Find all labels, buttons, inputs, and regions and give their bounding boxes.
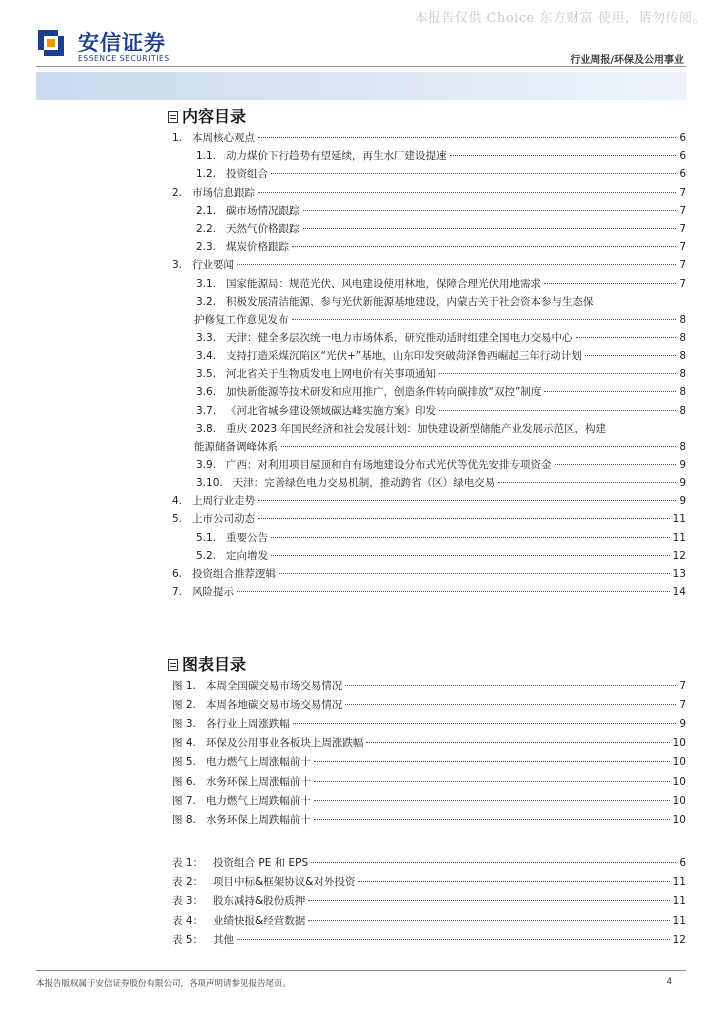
toc-entry[interactable] <box>196 458 686 472</box>
dot-leader <box>258 192 676 193</box>
toc-entry[interactable] <box>196 240 686 254</box>
entry-title: 投资组合 <box>226 168 269 181</box>
entry-page: 11 <box>672 895 686 908</box>
entry-number: 2. <box>172 186 183 199</box>
footer-disclaimer: 本报告版权属于安信证券股份有限公司，各项声明请参见报告尾页。 <box>36 979 292 989</box>
toc-entry[interactable] <box>172 698 686 712</box>
dot-leader <box>279 573 670 574</box>
entry-title: 本周各地碳交易市场交易情况 <box>205 699 343 712</box>
toc-entry-continued[interactable] <box>194 440 686 454</box>
entry-page: 8 <box>679 313 686 326</box>
toc-entry[interactable] <box>196 422 606 436</box>
dot-leader <box>308 920 669 921</box>
entry-title: 煤炭价格跟踪 <box>226 241 290 254</box>
entry-title: 天然气价格跟踪 <box>226 223 300 235</box>
entry-title: 电力燃气上周涨幅前十 <box>205 756 311 769</box>
dot-leader <box>237 591 670 592</box>
dot-leader <box>311 862 676 863</box>
entry-page: 7 <box>679 241 686 254</box>
toc-entry[interactable] <box>196 295 594 309</box>
entry-number: 3.1. <box>196 277 217 290</box>
entry-title: 行业要闻 <box>192 259 235 272</box>
entry-page: 7 <box>679 186 686 199</box>
toc-entry[interactable] <box>196 149 686 163</box>
entry-title: 本周全国碳交易市场交易情况 <box>205 680 343 692</box>
entry-title: 投资组合 PE 和 EPS <box>213 857 309 869</box>
toc-entry[interactable] <box>172 755 686 769</box>
dot-leader <box>271 555 670 556</box>
dot-leader <box>308 900 669 901</box>
entry-page: 11 <box>672 876 686 889</box>
entry-page: 13 <box>672 568 686 580</box>
entry-number: 5.1. <box>196 531 217 544</box>
dot-leader <box>358 881 669 882</box>
toc-entry[interactable] <box>172 875 686 889</box>
toc-entry[interactable] <box>172 258 686 272</box>
entry-page: 10 <box>672 813 686 826</box>
entry-number: 5.2. <box>196 549 217 562</box>
entry-page: 11 <box>672 531 686 544</box>
toc-entry[interactable] <box>196 385 686 399</box>
toc-entry[interactable] <box>172 567 686 581</box>
toc-entry[interactable] <box>172 794 686 808</box>
entry-title: 天津：完善绿色电力交易机制，推动跨省（区）绿电交易 <box>232 477 496 489</box>
entry-number: 图 6. <box>172 775 196 788</box>
entry-number: 表 3： <box>172 895 204 908</box>
toc-entry[interactable] <box>196 167 686 181</box>
dot-leader <box>303 210 677 211</box>
entry-title: 本周核心观点 <box>192 132 256 144</box>
entry-page: 14 <box>672 586 686 599</box>
entry-page: 8 <box>679 331 686 344</box>
entry-title: 广西：对利用项目屋顶和自有场地建设分布式光伏等优先安排专项资金 <box>226 458 552 471</box>
toc-entry[interactable] <box>196 277 686 291</box>
dot-leader <box>544 391 676 392</box>
entry-number: 表 5： <box>172 933 204 946</box>
entry-title-line1: 积极发展清洁能源、参与光伏新能源基地建设，内蒙古关于社会资本参与生态保 <box>226 295 594 308</box>
entry-page: 8 <box>679 440 686 453</box>
entry-number: 5. <box>172 513 183 526</box>
toc-entry[interactable] <box>196 349 686 363</box>
contents-heading: 内容目录 <box>168 104 246 126</box>
dot-leader <box>258 500 676 501</box>
dot-leader <box>345 704 676 705</box>
entry-title-line2: 能源储备调峰体系 <box>194 440 278 453</box>
entry-page: 11 <box>672 914 686 927</box>
toc-entry[interactable] <box>196 404 686 418</box>
toc-entry[interactable] <box>172 894 686 908</box>
entry-title: 《河北省城乡建设领域碳达峰实施方案》印发 <box>226 404 437 417</box>
entry-title: 国家能源局：规范光伏、风电建设使用林地，保障合理光伏用地需求 <box>226 277 542 290</box>
entry-number: 图 1. <box>172 680 196 692</box>
entry-title: 定向增发 <box>226 549 269 562</box>
dot-leader <box>498 482 676 483</box>
entry-number: 2.2. <box>196 223 217 235</box>
toc-entry[interactable] <box>172 775 686 789</box>
entry-title: 碳市场情况跟踪 <box>226 204 300 217</box>
entry-number: 7. <box>172 586 183 599</box>
header-divider <box>36 66 686 67</box>
entry-title: 加快新能源等技术研发和应用推广，创造条件转向碳排放“双控”制度 <box>226 386 542 399</box>
entry-number: 表 1： <box>172 857 204 869</box>
entry-title: 上市公司动态 <box>192 513 256 526</box>
entry-title: 各行业上周涨跌幅 <box>205 718 290 731</box>
entry-number: 3.8. <box>196 422 217 435</box>
figures-heading: 图表目录 <box>168 652 246 674</box>
entry-number: 图 4. <box>172 737 196 750</box>
dot-leader <box>237 264 676 265</box>
entry-page: 12 <box>672 933 686 946</box>
entry-page: 8 <box>679 404 686 417</box>
dot-leader <box>450 155 677 156</box>
dot-leader <box>292 246 676 247</box>
entry-number: 图 7. <box>172 794 196 807</box>
entry-page: 7 <box>679 699 686 712</box>
toc-entry[interactable] <box>196 204 686 218</box>
dot-leader <box>314 781 670 782</box>
entry-title: 电力燃气上周跌幅前十 <box>205 794 311 807</box>
dot-leader <box>293 723 676 724</box>
dot-leader <box>314 819 670 820</box>
toc-entry-continued[interactable] <box>194 313 686 327</box>
dot-leader <box>237 939 670 940</box>
dot-leader <box>258 137 676 138</box>
entry-title: 投资组合推荐逻辑 <box>192 568 277 580</box>
entry-number: 图 2. <box>172 699 196 712</box>
entry-page: 8 <box>679 386 686 399</box>
page-number: 4 <box>666 977 672 987</box>
dot-leader <box>271 537 670 538</box>
entry-number: 图 3. <box>172 718 196 731</box>
entry-number: 表 4： <box>172 914 204 927</box>
dot-leader <box>366 742 669 743</box>
toc-entry[interactable] <box>172 585 686 599</box>
entry-page: 9 <box>679 718 686 731</box>
toc-entry[interactable] <box>196 367 686 381</box>
dot-leader <box>314 761 670 762</box>
toc-entry[interactable] <box>172 933 686 947</box>
entry-title: 项目中标&框架协议&对外投资 <box>213 876 356 889</box>
entry-title: 风险提示 <box>192 586 235 599</box>
toc-entry[interactable] <box>196 331 686 345</box>
entry-page: 6 <box>679 168 686 181</box>
entry-page: 10 <box>672 775 686 788</box>
entry-title: 环保及公用事业各板块上周涨跌幅 <box>205 737 364 750</box>
dot-leader <box>439 410 676 411</box>
report-category: 行业周报/环保及公用事业 <box>570 55 684 66</box>
toc-entry[interactable] <box>172 186 686 200</box>
entry-page: 7 <box>679 277 686 290</box>
dot-leader <box>345 685 676 686</box>
entry-number: 3.9. <box>196 458 217 471</box>
dot-leader <box>439 373 676 374</box>
entry-page: 9 <box>679 477 686 489</box>
entry-title: 支持打造采煤沉陷区“光伏+”基地，山东印发突破菏泽鲁西崛起三年行动计划 <box>226 350 582 362</box>
entry-page: 7 <box>679 259 686 272</box>
dot-leader <box>544 283 676 284</box>
entry-page: 12 <box>672 549 686 562</box>
entry-title: 股东减持&股份质押 <box>213 895 306 908</box>
entry-title: 水务环保上周跌幅前十 <box>205 813 311 826</box>
entry-number: 4. <box>172 495 183 508</box>
toc-entry[interactable] <box>172 131 686 145</box>
toc-entry[interactable] <box>172 679 686 693</box>
entry-title: 业绩快报&经营数据 <box>213 914 306 927</box>
dot-leader <box>555 464 677 465</box>
entry-page: 10 <box>672 756 686 769</box>
entry-number: 3.4. <box>196 350 217 362</box>
entry-number: 6. <box>172 568 183 580</box>
entry-title: 河北省关于生物质发电上网电价有关事项通知 <box>226 368 437 381</box>
brand-name-cn: 安信证券 <box>78 31 166 55</box>
toc-entry[interactable] <box>172 914 686 928</box>
entry-title: 重要公告 <box>226 531 269 544</box>
entry-page: 11 <box>672 513 686 526</box>
entry-title: 动力煤价下行趋势有望延续，再生水厂建设提速 <box>226 150 447 163</box>
toc-entry[interactable] <box>196 222 686 236</box>
watermark: 本报告仅供 Choice 东方财富 使用，请勿传阅。 <box>414 11 706 26</box>
entry-number: 3.5. <box>196 368 217 381</box>
entry-number: 3.7. <box>196 404 217 417</box>
dot-leader <box>271 173 676 174</box>
brand-name-en: ESSENCE SECURITIES <box>78 54 170 63</box>
contents-icon <box>168 111 178 123</box>
entry-number: 3.2. <box>196 295 217 308</box>
toc-entry[interactable] <box>172 813 686 827</box>
entry-page: 6 <box>679 150 686 163</box>
entry-number: 2.1. <box>196 204 217 217</box>
entry-number: 3.6. <box>196 386 217 399</box>
header-band <box>36 72 686 100</box>
dot-leader <box>576 337 677 338</box>
entry-title: 天津：健全多层次统一电力市场体系，研究推动适时组建全国电力交易中心 <box>226 331 573 344</box>
entry-title: 上周行业走势 <box>192 495 256 508</box>
entry-title-line2: 护修复工作意见发布 <box>194 313 289 326</box>
dot-leader <box>292 319 677 320</box>
entry-number: 表 2： <box>172 876 204 889</box>
dot-leader <box>314 800 670 801</box>
entry-number: 2.3. <box>196 241 217 254</box>
entry-page: 10 <box>672 794 686 807</box>
entry-page: 7 <box>679 223 686 235</box>
toc-entry[interactable] <box>172 494 686 508</box>
entry-page: 6 <box>679 857 686 869</box>
entry-number: 3.3. <box>196 331 217 344</box>
toc-entry[interactable] <box>196 531 686 545</box>
entry-number: 3.10. <box>196 477 223 489</box>
entry-page: 9 <box>679 495 686 508</box>
entry-page: 6 <box>679 132 686 144</box>
entry-number: 图 5. <box>172 756 196 769</box>
toc-entry[interactable] <box>196 549 686 563</box>
entry-title: 水务环保上周涨幅前十 <box>205 775 311 788</box>
entry-page: 9 <box>679 458 686 471</box>
dot-leader <box>281 446 676 447</box>
toc-entry[interactable] <box>172 512 686 526</box>
entry-page: 8 <box>679 350 686 362</box>
entry-page: 8 <box>679 368 686 381</box>
toc-entry[interactable] <box>172 717 686 731</box>
brand-logo <box>34 26 194 66</box>
dot-leader <box>258 518 670 519</box>
entry-number: 3. <box>172 259 183 272</box>
toc-entry[interactable] <box>172 856 686 870</box>
entry-page: 10 <box>672 737 686 750</box>
entry-page: 7 <box>679 204 686 217</box>
entry-title-line1: 重庆 2023 年国民经济和社会发展计划：加快建设新型储能产业发展示范区，构建 <box>226 422 606 435</box>
entry-number: 1. <box>172 132 183 144</box>
toc-entry[interactable] <box>172 736 686 750</box>
entry-title: 市场信息跟踪 <box>192 186 256 199</box>
footer-divider <box>36 970 686 971</box>
toc-entry[interactable] <box>196 476 686 490</box>
entry-page: 7 <box>679 680 686 692</box>
dot-leader <box>303 228 677 229</box>
dot-leader <box>585 355 677 356</box>
entry-number: 1.1. <box>196 150 217 163</box>
figures-icon <box>168 659 178 671</box>
entry-title: 其他 <box>213 933 235 946</box>
entry-number: 1.2. <box>196 168 217 181</box>
entry-number: 图 8. <box>172 813 196 826</box>
logo-mark-icon <box>34 26 68 60</box>
